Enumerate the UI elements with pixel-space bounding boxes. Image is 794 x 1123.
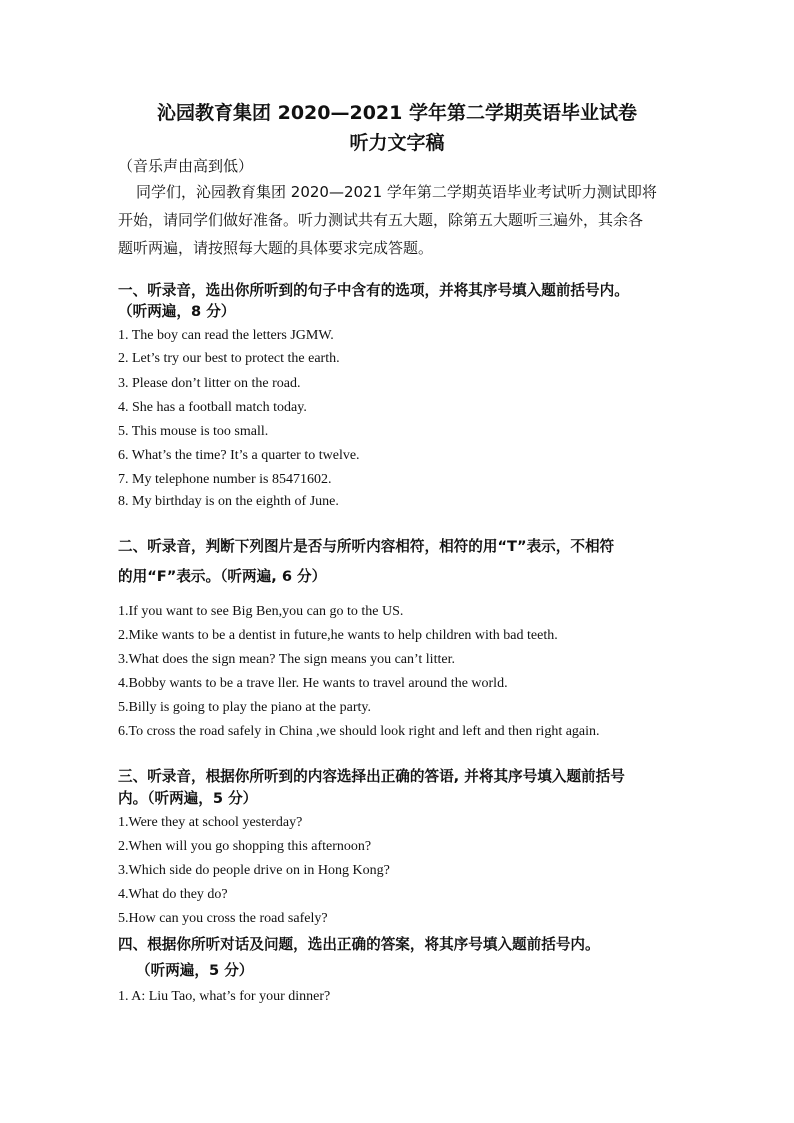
list-item: 3. Please don’t litter on the road. bbox=[118, 376, 301, 391]
intro-line-2: 开始，请同学们做好准备。听力测试共有五大题，除第五大题听三遍外，其余各 bbox=[118, 211, 644, 229]
list-item: 4. She has a football match today. bbox=[118, 400, 307, 415]
list-item: 5.How can you cross the road safely? bbox=[118, 911, 328, 926]
list-item: 1.Were they at school yesterday? bbox=[118, 815, 303, 830]
music-note: （音乐声由高到低） bbox=[118, 157, 254, 175]
section2-note: 的用“F”表示。（听两遍, 6 分） bbox=[118, 568, 327, 585]
section1-note: （听两遍，8 分） bbox=[118, 303, 236, 320]
intro-line-1: 同学们，沁园教育集团 2020—2021 学年第二学期英语毕业考试听力测试即将 bbox=[136, 183, 657, 201]
list-item: 8. My birthday is on the eighth of June. bbox=[118, 494, 339, 509]
list-item: 5. This mouse is too small. bbox=[118, 424, 269, 439]
list-item: 3.What does the sign mean? The sign means you can’t litter. bbox=[118, 652, 455, 667]
section4-heading: 四、根据你所听对话及问题，选出正确的答案，将其序号填入题前括号内。 bbox=[118, 936, 600, 953]
list-item: 5.Billy is going to play the piano at the party. bbox=[118, 700, 371, 715]
section3-note: 内。（听两遍，5 分） bbox=[118, 790, 258, 807]
section4-note: （听两遍，5 分） bbox=[136, 962, 254, 979]
page-subtitle: 听力文字稿 bbox=[349, 132, 445, 154]
list-item: 6.To cross the road safely in China ,we should look right and left and then right again. bbox=[118, 724, 600, 739]
section3-heading: 三、听录音，根据你所听到的内容选择出正确的答语, 并将其序号填入题前括号 bbox=[118, 768, 625, 785]
section2-heading: 二、听录音，判断下列图片是否与所听内容相符，相符的用“T”表示，不相符 bbox=[118, 538, 615, 555]
list-item: 4.Bobby wants to be a trave ller. He wants to travel around the world. bbox=[118, 676, 508, 691]
list-item: 1.If you want to see Big Ben,you can go to the US. bbox=[118, 604, 404, 619]
section1-heading: 一、听录音，选出你所听到的句子中含有的选项，并将其序号填入题前括号内。 bbox=[118, 282, 629, 299]
list-item: 6. What’s the time? It’s a quarter to twelve. bbox=[118, 448, 360, 463]
list-item: 2. Let’s try our best to protect the earth. bbox=[118, 351, 340, 366]
intro-line-3: 题听两遍，请按照每大题的具体要求完成答题。 bbox=[118, 239, 434, 257]
list-item: 3.Which side do people drive on in Hong Kong? bbox=[118, 863, 390, 878]
list-item: 4.What do they do? bbox=[118, 887, 228, 902]
list-item: 1. A: Liu Tao, what’s for your dinner? bbox=[118, 989, 331, 1004]
list-item: 2.Mike wants to be a dentist in future,he wants to help children with bad teeth. bbox=[118, 628, 558, 643]
list-item: 1. The boy can read the letters JGMW. bbox=[118, 328, 334, 343]
list-item: 2.When will you go shopping this afternoon? bbox=[118, 839, 372, 854]
page-title: 沁园教育集团 2020—2021 学年第二学期英语毕业试卷 bbox=[157, 102, 637, 124]
list-item: 7. My telephone number is 85471602. bbox=[118, 472, 332, 487]
